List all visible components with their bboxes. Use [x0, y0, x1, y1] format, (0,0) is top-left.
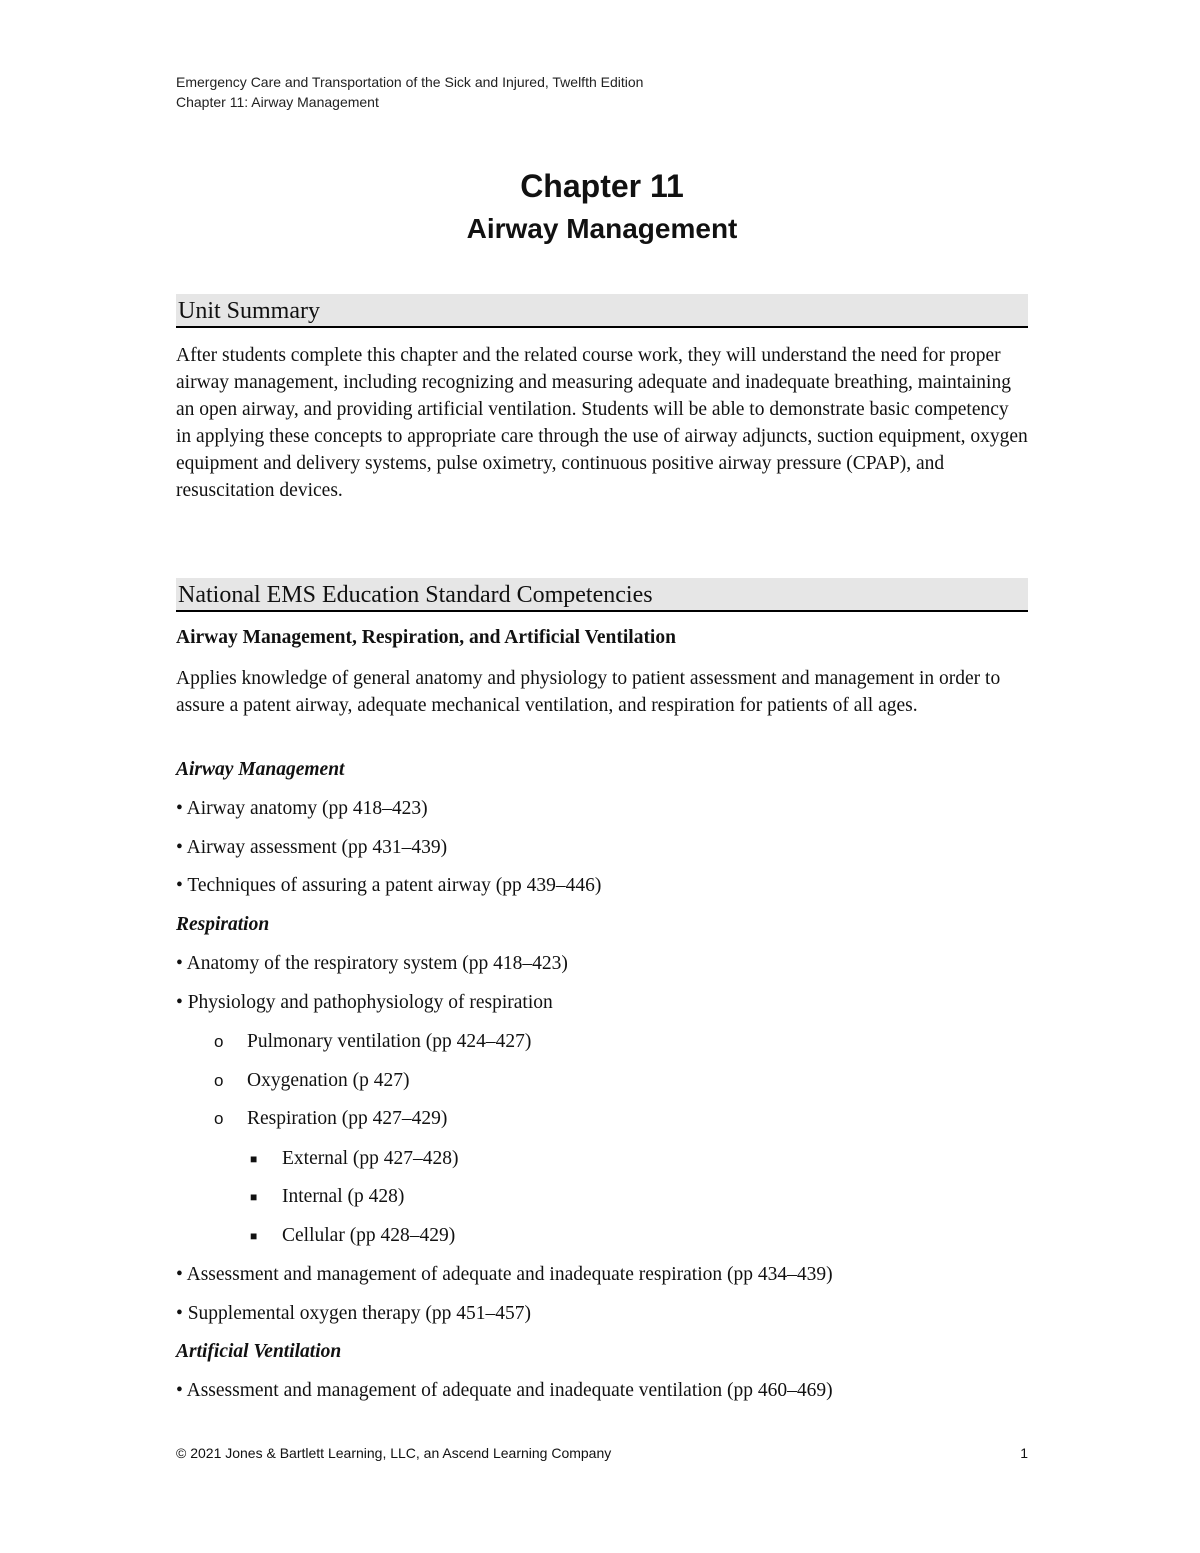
competencies-subheading: Airway Management, Respiration, and Artificial Ventilation: [176, 627, 676, 648]
list-item: • Techniques of assuring a patent airway (pp 439–446): [176, 875, 602, 896]
header-book-title: Emergency Care and Transportation of the Sick and Injured, Twelfth Edition: [176, 74, 644, 90]
footer-page-number: 1: [1020, 1445, 1028, 1461]
chapter-subtitle: Airway Management: [466, 213, 738, 244]
square-bullet-icon: ■: [250, 1190, 258, 1204]
respiration-label: Respiration: [176, 914, 270, 935]
competencies-intro: Applies knowledge of general anatomy and physiology to patient assessment and management in order to assure a patent airway, adequate mechanical ventilation, and respiration for patients of all ages.: [176, 668, 1001, 716]
list-item: • Assessment and management of adequate and inadequate respiration (pp 434–439): [176, 1264, 833, 1285]
circle-bullet-icon: o: [214, 1109, 224, 1128]
list-item: • Assessment and management of adequate and inadequate ventilation (pp 460–469): [176, 1380, 833, 1401]
circle-bullet-icon: o: [214, 1032, 224, 1051]
chapter-number-title: Chapter 11: [520, 168, 684, 204]
circle-bullet-icon: o: [214, 1071, 224, 1090]
footer-copyright: © 2021 Jones & Bartlett Learning, LLC, an Ascend Learning Company: [176, 1445, 612, 1461]
artificial-ventilation-label: Artificial Ventilation: [176, 1341, 342, 1362]
square-bullet-icon: ■: [250, 1152, 258, 1166]
list-item: • Physiology and pathophysiology of respiration: [176, 992, 553, 1013]
unit-summary-heading: Unit Summary: [176, 294, 1028, 328]
list-item: • Supplemental oxygen therapy (pp 451–457): [176, 1303, 532, 1324]
unit-summary-text: After students complete this chapter and the related course work, they will understand the need for proper airway management, including recognizing and measuring adequate and inadequate breathing, maintaining an open airway, and providing artificial ventilation. Students will be able to demonstrate basic competency in applying these concepts to appropriate care through the use of airway adjuncts, suction equipment, oxygen equipment and delivery systems, pulse oximetry, continuous positive airway pressure (CPAP), and resuscitation devices.: [176, 345, 1028, 501]
square-bullet-icon: ■: [250, 1229, 258, 1243]
competencies-heading: National EMS Education Standard Competencies: [176, 578, 1028, 612]
airway-management-label: Airway Management: [176, 759, 345, 780]
header-chapter-title: Chapter 11: Airway Management: [176, 94, 379, 110]
list-item: • Anatomy of the respiratory system (pp 418–423): [176, 953, 568, 974]
list-item: • Airway assessment (pp 431–439): [176, 837, 448, 858]
list-item: • Airway anatomy (pp 418–423): [176, 798, 428, 819]
document-page: Emergency Care and Transportation of the Sick and Injured, Twelfth Edition Chapter 11: Airway Management Chapter 11 Airway Management Unit Summary After students complete this chapter and the related course work, they will understand the need for proper airway management, including recognizing and measuring adequate and inadequate breathing, maintaining an open airway, and providing artificial ventilation. Students will be able to demonstrate basic competency in applying these concepts to appropriate care through the use of airway adjuncts, suction equipment, oxygen equipment and delivery systems, pulse oximetry, continuous positive airway pressure (CPAP), and resuscitation devices. National EMS Education Standard Competencies Airway Management, Respiration, and Artificial Ventilation Applies knowledge of general anatomy and physiology to patient assessment and management in order to assure a patent airway, adequate mechanical ventilation, and respiration for patients of all ages. Airway Management • Airway anatomy (pp 418–423) • Airway assessment (pp 431–439) • Techniques of assuring a patent airway (pp 439–446) Respiration • Anatomy of the respiratory system (pp 418–423) • Physiology and pathophysiology of respiration o Pulmonary ventilation (pp 424–427) o Oxygenation (p 427) o Respiration (pp 427–429) ■ External (pp 427–428) ■ Internal (p 428) ■ Cellular (pp 428–429) • Assessment and management of adequate and inadequate respiration (pp 434–439) • Supplemental oxygen therapy (pp 451–457) Artificial Ventilation • Assessment and management of adequate and inadequate ventilation (pp 460–469) © 2021 Jones & Bartlett Learning, LLC, an Ascend Learning Company 1: [176, 74, 1028, 1461]
running-header: [176, 72, 643, 112]
